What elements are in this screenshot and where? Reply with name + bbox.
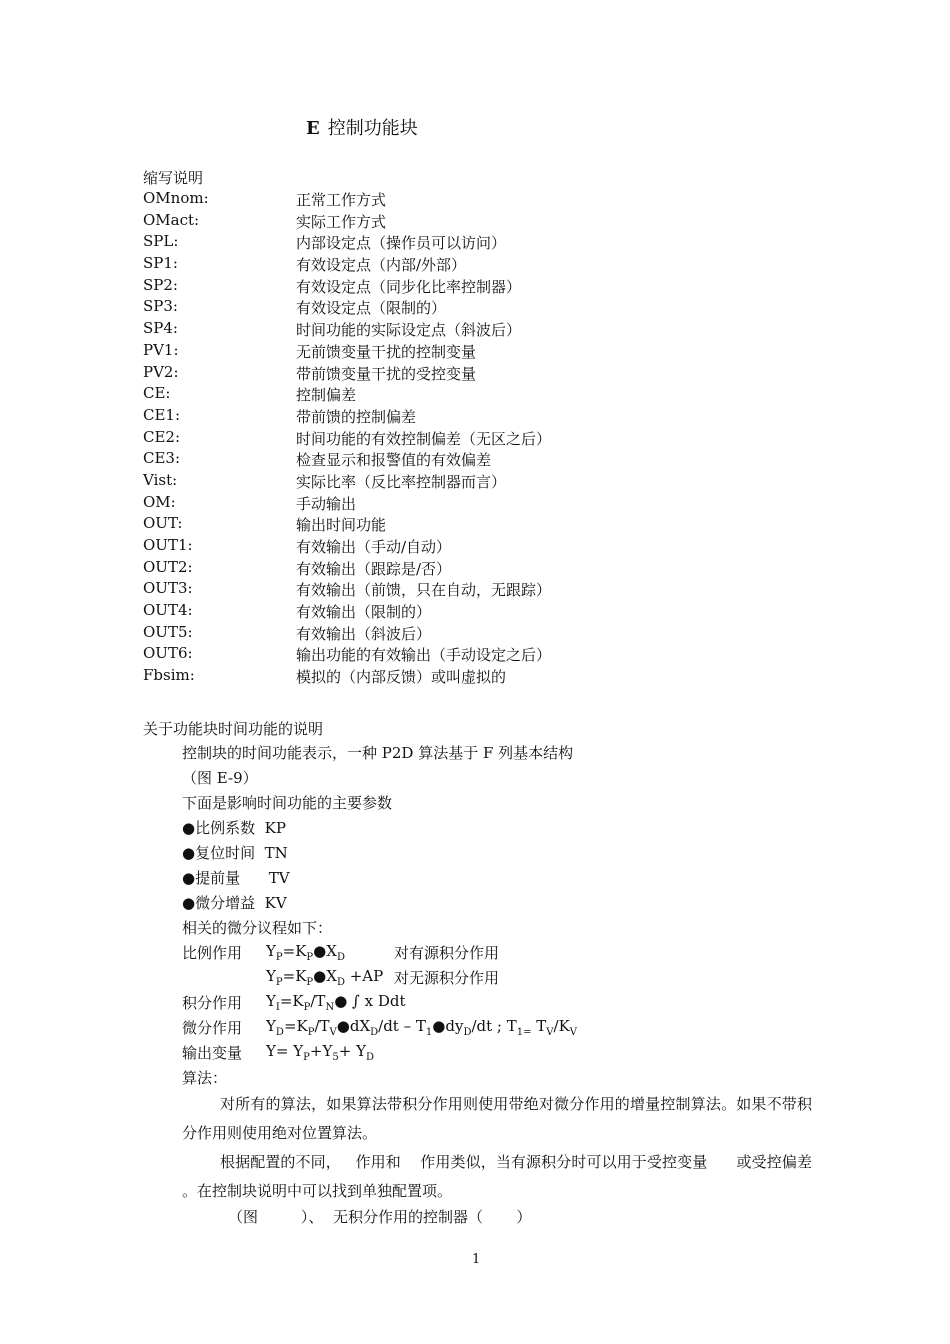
section-heading: 关于功能块时间功能的说明 — [143, 720, 324, 738]
algorithm-label: 算法： — [182, 1069, 228, 1087]
equation-proportional-1 — [182, 942, 812, 967]
abbreviation-key: SPL: — [143, 232, 179, 251]
abbreviation-key: OUT4: — [143, 601, 193, 620]
intro-line-3: 下面是影响时间功能的主要参数 — [182, 794, 393, 812]
abbreviation-key: CE2: — [143, 427, 181, 446]
equation-integral-term: ● ∫ x Ddt — [334, 992, 406, 1010]
abbreviation-key: PV1: — [143, 340, 179, 359]
equation-formula: $Y_D=K_P/T_V●dX_D/dt$ – $T_1●dy_D/dt$ ; $T_{1=}$ $T_V/K_V$ — [266, 1017, 578, 1038]
abbreviation-description: 时间功能的有效控制偏差（无区之后） — [296, 429, 552, 448]
title-letter: E — [306, 118, 320, 139]
abbreviation-key: OUT5: — [143, 622, 193, 641]
abbreviation-description: 有效输出（斜波后） — [296, 624, 432, 643]
page-title — [306, 114, 418, 140]
abbreviation-description: 实际工作方式 — [296, 212, 387, 231]
abbreviation-key: SP1: — [143, 254, 178, 273]
abbreviation-description: 无前馈变量干扰的控制变量 — [296, 342, 477, 361]
abbreviation-key: OUT1: — [143, 536, 193, 554]
equation-label-integral: 积分作用 — [182, 994, 243, 1012]
abbreviation-key: SP2: — [143, 275, 178, 294]
abbreviation-key: OUT3: — [143, 579, 193, 598]
equation-note: 对无源积分作用 — [394, 969, 500, 987]
abbreviation-description: 输出功能的有效输出（手动设定之后） — [296, 646, 552, 665]
abbreviation-description: 模拟的（内部反馈）或叫虚拟的 — [296, 668, 507, 687]
equation-formula: $Y_P=K_P●X_D$ — [266, 942, 345, 963]
equation-label-derivative: 微分作用 — [182, 1019, 243, 1037]
abbreviation-description: 控制偏差 — [296, 386, 357, 405]
abbreviation-key: SP3: — [143, 297, 178, 316]
abbreviations-heading: 缩写说明 — [143, 169, 204, 187]
abbreviation-key: CE3: — [143, 449, 181, 468]
abbreviation-key: CE1: — [143, 405, 181, 424]
algorithm-paragraph-2: 根据配置的不同， 作用和 作用类似，当有源积分时可以用于受控变量 或受控偏差 。在控制块说明中可以找到单独配置项。 — [182, 1153, 836, 1200]
abbreviation-description: 内部设定点（操作员可以访问） — [296, 234, 507, 253]
equation-output — [182, 1042, 812, 1067]
abbreviation-key: Fbsim: — [143, 666, 195, 685]
param-tn: ●复位时间 TN — [182, 844, 288, 862]
abbreviation-description: 正常工作方式 — [296, 191, 387, 209]
abbreviation-key: OUT6: — [143, 644, 193, 663]
abbreviation-description: 有效输出（限制的） — [296, 603, 432, 622]
abbreviation-description: 实际比率（反比率控制器而言） — [296, 472, 507, 491]
equation-note: 对有源积分作用 — [394, 944, 500, 962]
abbreviation-key: OM: — [143, 492, 176, 511]
equation-formula: $Y= Y_P+Y_5+ Y_D$ — [266, 1042, 375, 1063]
abbreviation-description: 有效设定点（限制的） — [296, 299, 447, 318]
abbreviation-key: CE: — [143, 384, 171, 403]
intro-line-1: 控制块的时间功能表示，一种 P2D 算法基于 F 列基本结构 — [182, 744, 574, 762]
abbreviation-description: 带前馈变量干扰的受控变量 — [296, 364, 477, 383]
equation-derivative — [182, 1017, 812, 1042]
title-text: 控制功能块 — [327, 118, 418, 139]
equation-formula: $Y_P=K_P●X_D +AP$ — [266, 967, 384, 988]
abbreviation-description: 有效输出（前馈，只在自动，无跟踪） — [296, 581, 552, 600]
abbreviation-description: 有效设定点（内部/外部） — [296, 256, 467, 275]
param-kv: ●微分增益 KV — [182, 894, 287, 912]
equation-label-proportional: 比例作用 — [182, 944, 243, 962]
equations-intro: 相关的微分议程如下： — [182, 919, 333, 937]
figure-reference-line: （图 ）、 无积分作用的控制器（ ） — [228, 1208, 532, 1226]
abbreviation-description: 手动输出 — [296, 494, 357, 513]
abbreviation-description: 输出时间功能 — [296, 516, 387, 535]
param-kp: ●比例系数 KP — [182, 819, 286, 837]
abbreviation-key: OUT2: — [143, 557, 193, 576]
equation-proportional-2 — [182, 967, 812, 992]
abbreviation-key: PV2: — [143, 362, 179, 381]
abbreviation-description: 时间功能的实际设定点（斜波后） — [296, 321, 522, 340]
section-body — [182, 742, 836, 1234]
abbreviation-key: OUT: — [143, 514, 183, 533]
equation-integral — [182, 992, 812, 1017]
abbreviation-description: 检查显示和报警值的有效偏差 — [296, 451, 492, 470]
param-tv: ●提前量 TV — [182, 869, 290, 887]
abbreviation-key: SP4: — [143, 319, 178, 338]
abbreviation-description: 带前馈的控制偏差 — [296, 407, 417, 426]
equation-label-output: 输出变量 — [182, 1044, 243, 1062]
algorithm-paragraph-1: 对所有的算法，如果算法带积分作用则使用带绝对微分作用的增量控制算法。如果不带积分作用则使用绝对位置算法。 — [182, 1095, 812, 1142]
intro-line-2: （图 E-9） — [182, 769, 258, 787]
abbreviation-description: 有效设定点（同步化比率控制器） — [296, 277, 522, 296]
page-number: 1 — [472, 1252, 481, 1267]
abbreviation-key: OMnom: — [143, 189, 209, 207]
abbreviation-description: 有效输出（手动/自动） — [296, 538, 452, 556]
equation-ap-term: +AP — [344, 967, 384, 985]
abbreviation-description: 有效输出（跟踪是/否） — [296, 559, 452, 578]
equation-formula: $Y_I=K_P/T_N●$ ∫ x Ddt — [266, 992, 406, 1013]
abbreviation-key: Vist: — [143, 470, 178, 489]
abbreviation-key: OMact: — [143, 210, 200, 229]
